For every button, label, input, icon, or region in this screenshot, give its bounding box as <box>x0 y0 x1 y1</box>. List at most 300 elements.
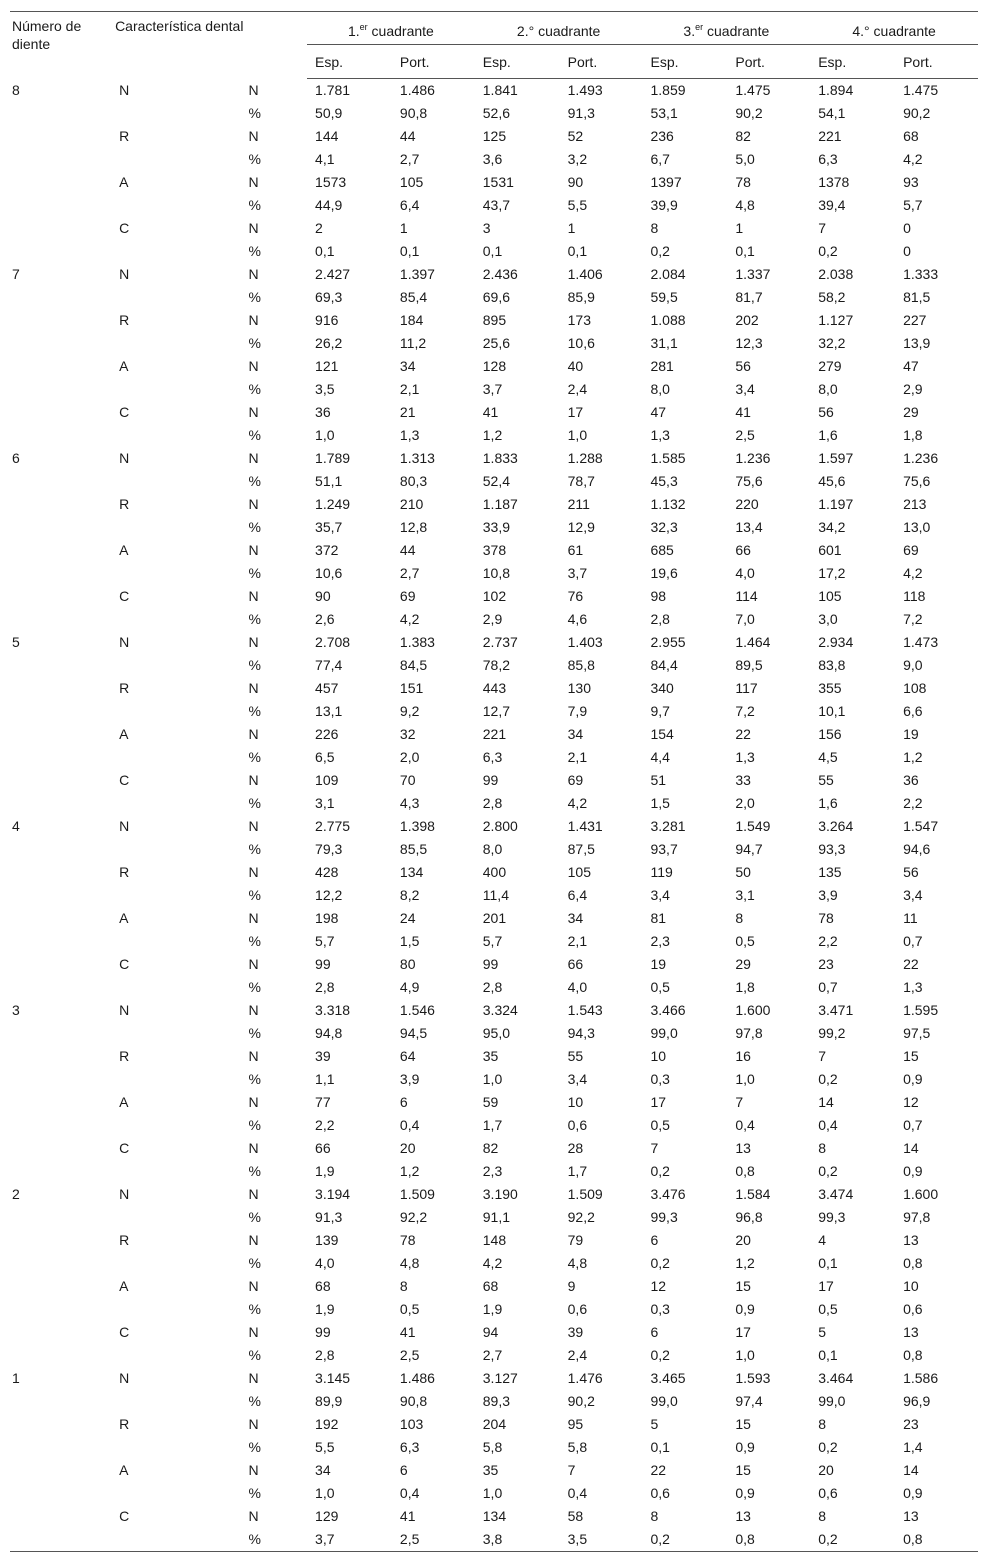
tooth-number-cell <box>10 976 113 999</box>
table-row <box>10 171 978 194</box>
value-cell: 29 <box>903 404 919 420</box>
value-cell: 1.833 <box>482 450 518 466</box>
statistic-type-cell: N <box>248 128 259 144</box>
table-row <box>10 378 978 401</box>
table-row <box>10 953 978 976</box>
value-cell: 2,8 <box>650 611 670 627</box>
value-cell: 0,1 <box>650 1439 670 1455</box>
statistic-type-cell: % <box>248 151 261 167</box>
value-cell: 154 <box>650 726 674 742</box>
value-cell: 58,2 <box>818 289 846 305</box>
value-cell: 92,2 <box>399 1209 428 1225</box>
value-cell: 5,8 <box>482 1439 503 1455</box>
dental-characteristic-cell <box>113 930 248 953</box>
value-cell: 1 <box>399 220 408 236</box>
table-row <box>10 1114 978 1137</box>
table-row <box>10 815 978 838</box>
value-cell: 134 <box>482 1508 507 1524</box>
value-cell: 1.543 <box>567 1002 603 1018</box>
value-cell: 1.337 <box>735 266 771 282</box>
value-cell: 2,7 <box>399 151 420 167</box>
value-cell: 0,1 <box>818 1255 838 1271</box>
value-cell: 1.486 <box>399 82 435 98</box>
value-cell: 4,9 <box>399 979 420 995</box>
value-cell: 70 <box>399 772 416 788</box>
value-cell: 35 <box>482 1048 499 1064</box>
value-cell: 0,8 <box>735 1163 755 1179</box>
table-row <box>10 562 978 585</box>
value-cell: 1.333 <box>903 266 939 282</box>
value-cell: 82 <box>482 1140 499 1156</box>
value-cell: 90,2 <box>567 1393 595 1409</box>
value-cell: 2,3 <box>482 1163 503 1179</box>
value-cell: 34 <box>399 358 416 374</box>
value-cell: 20 <box>399 1140 416 1156</box>
value-cell: 117 <box>735 680 758 696</box>
value-cell: 1,1 <box>315 1071 335 1087</box>
value-cell: 12,9 <box>567 519 595 535</box>
value-cell: 4,3 <box>399 795 420 811</box>
value-cell: 13,0 <box>903 519 931 535</box>
dental-characteristic-cell: N <box>119 1370 130 1386</box>
value-cell: 457 <box>315 680 339 696</box>
value-cell: 91,3 <box>567 105 595 121</box>
table-row <box>10 1528 978 1552</box>
value-cell: 85,8 <box>567 657 595 673</box>
value-cell: 6 <box>399 1094 408 1110</box>
tooth-number-cell <box>10 930 113 953</box>
value-cell: 220 <box>735 496 759 512</box>
tooth-number-cell <box>10 861 113 884</box>
value-cell: 0 <box>903 220 911 236</box>
statistic-type-cell: % <box>248 1393 261 1409</box>
value-cell: 3,0 <box>818 611 838 627</box>
table-row <box>10 1505 978 1528</box>
dental-characteristic-cell <box>113 654 248 677</box>
value-cell: 0,4 <box>735 1117 755 1133</box>
tooth-number-cell <box>10 700 113 723</box>
value-cell: 1,0 <box>482 1485 503 1501</box>
value-cell: 11,4 <box>482 887 509 903</box>
tooth-number-cell <box>10 355 113 378</box>
statistic-type-cell: N <box>248 1094 259 1110</box>
tooth-number-cell <box>10 125 113 148</box>
value-cell: 8 <box>818 1508 826 1524</box>
tooth-number-cell <box>10 1022 113 1045</box>
tooth-number-cell <box>10 1206 113 1229</box>
dental-characteristic-cell <box>113 332 248 355</box>
header-quadrant-4: 4.° cuadrante <box>810 12 978 45</box>
value-cell: 32,2 <box>818 335 846 351</box>
value-cell: 1.781 <box>315 82 351 98</box>
value-cell: 0,9 <box>735 1485 755 1501</box>
value-cell: 99,0 <box>650 1025 678 1041</box>
value-cell: 3.281 <box>650 818 686 834</box>
value-cell: 80 <box>399 956 416 972</box>
statistic-type-cell: % <box>248 381 261 397</box>
value-cell: 10 <box>650 1048 667 1064</box>
value-cell: 90,8 <box>399 105 428 121</box>
value-cell: 99,2 <box>818 1025 846 1041</box>
value-cell: 1,8 <box>903 427 923 443</box>
dental-characteristic-cell: A <box>119 910 129 926</box>
value-cell: 20 <box>735 1232 751 1248</box>
value-cell: 12 <box>650 1278 667 1294</box>
value-cell: 33,9 <box>482 519 511 535</box>
value-cell: 7 <box>818 220 826 236</box>
statistic-type-cell: % <box>248 1025 261 1041</box>
tooth-number-cell <box>10 539 113 562</box>
tooth-number-cell: 1 <box>12 1370 20 1386</box>
value-cell: 3.264 <box>818 818 854 834</box>
statistic-type-cell: N <box>248 772 259 788</box>
table-row <box>10 585 978 608</box>
value-cell: 1.475 <box>903 82 939 98</box>
header-q3-port: Port. <box>727 45 810 79</box>
value-cell: 2,1 <box>399 381 420 397</box>
table-row <box>10 1229 978 1252</box>
tooth-number-cell <box>10 1252 113 1275</box>
tooth-number-cell <box>10 1275 113 1298</box>
statistic-type-cell: N <box>248 358 259 374</box>
value-cell: 1,0 <box>482 1071 503 1087</box>
table-row <box>10 838 978 861</box>
table-row <box>10 217 978 240</box>
dental-characteristic-cell: C <box>119 404 130 420</box>
value-cell: 5,7 <box>315 933 335 949</box>
value-cell: 19 <box>903 726 919 742</box>
value-cell: 3,6 <box>482 151 503 167</box>
dental-characteristic-cell <box>113 792 248 815</box>
tooth-number-cell <box>10 1436 113 1459</box>
value-cell: 22 <box>650 1462 667 1478</box>
value-cell: 1.127 <box>818 312 854 328</box>
dental-characteristic-cell <box>113 608 248 631</box>
value-cell: 1,8 <box>735 979 755 995</box>
value-cell: 1.397 <box>399 266 435 282</box>
value-cell: 0,4 <box>567 1485 588 1501</box>
value-cell: 211 <box>567 496 590 512</box>
value-cell: 3,1 <box>735 887 755 903</box>
value-cell: 85,4 <box>399 289 428 305</box>
value-cell: 1.597 <box>818 450 854 466</box>
value-cell: 11 <box>903 910 918 926</box>
value-cell: 0,8 <box>903 1347 923 1363</box>
value-cell: 3,1 <box>315 795 335 811</box>
value-cell: 9 <box>567 1278 576 1294</box>
value-cell: 1378 <box>818 174 850 190</box>
value-cell: 0,4 <box>399 1117 420 1133</box>
dental-characteristic-cell <box>113 1206 248 1229</box>
statistic-type-cell: N <box>248 818 259 834</box>
value-cell: 35 <box>482 1462 499 1478</box>
statistic-type-cell: N <box>248 1048 259 1064</box>
value-cell: 221 <box>482 726 507 742</box>
table-row <box>10 654 978 677</box>
value-cell: 51 <box>650 772 667 788</box>
dental-characteristic-cell <box>113 1528 248 1552</box>
value-cell: 0,6 <box>818 1485 838 1501</box>
value-cell: 44,9 <box>315 197 343 213</box>
tooth-number-cell: 4 <box>12 818 20 834</box>
table-row <box>10 493 978 516</box>
value-cell: 31,1 <box>650 335 678 351</box>
value-cell: 81,7 <box>735 289 763 305</box>
value-cell: 47 <box>903 358 919 374</box>
value-cell: 53,1 <box>650 105 678 121</box>
value-cell: 2.775 <box>315 818 351 834</box>
statistic-type-cell: % <box>248 933 261 949</box>
value-cell: 36 <box>315 404 331 420</box>
value-cell: 1,6 <box>818 427 838 443</box>
header-quadrant-2: 2.° cuadrante <box>475 12 643 45</box>
value-cell: 1.584 <box>735 1186 771 1202</box>
tooth-number-cell <box>10 1298 113 1321</box>
dental-characteristic-cell <box>113 194 248 217</box>
statistic-type-cell: N <box>248 404 259 420</box>
value-cell: 2,0 <box>735 795 755 811</box>
dental-characteristic-cell: R <box>119 128 130 144</box>
value-cell: 5,5 <box>567 197 588 213</box>
value-cell: 2.084 <box>650 266 686 282</box>
dental-characteristic-cell: C <box>119 588 130 604</box>
value-cell: 41 <box>735 404 751 420</box>
value-cell: 1.187 <box>482 496 518 512</box>
value-cell: 78 <box>399 1232 416 1248</box>
value-cell: 14 <box>818 1094 834 1110</box>
value-cell: 4,2 <box>903 151 923 167</box>
value-cell: 76 <box>567 588 584 604</box>
value-cell: 2,4 <box>567 1347 588 1363</box>
value-cell: 25,6 <box>482 335 511 351</box>
value-cell: 1.288 <box>567 450 603 466</box>
value-cell: 3.145 <box>315 1370 351 1386</box>
value-cell: 1.132 <box>650 496 686 512</box>
value-cell: 400 <box>482 864 507 880</box>
value-cell: 4,6 <box>567 611 588 627</box>
value-cell: 129 <box>315 1508 339 1524</box>
value-cell: 0,6 <box>903 1301 923 1317</box>
table-body <box>10 79 978 1552</box>
tooth-number-cell <box>10 194 113 217</box>
value-cell: 64 <box>399 1048 416 1064</box>
value-cell: 3,9 <box>818 887 838 903</box>
value-cell: 1,9 <box>482 1301 503 1317</box>
value-cell: 0,5 <box>818 1301 838 1317</box>
value-cell: 6,4 <box>399 197 420 213</box>
value-cell: 9,7 <box>650 703 670 719</box>
value-cell: 916 <box>315 312 339 328</box>
value-cell: 0,7 <box>903 933 923 949</box>
header-q2-port: Port. <box>560 45 643 79</box>
value-cell: 9,2 <box>399 703 420 719</box>
statistic-type-cell: % <box>248 1485 261 1501</box>
value-cell: 1,3 <box>735 749 755 765</box>
value-cell: 1.509 <box>399 1186 435 1202</box>
value-cell: 204 <box>482 1416 507 1432</box>
value-cell: 1.595 <box>903 1002 939 1018</box>
table-row <box>10 424 978 447</box>
value-cell: 1.486 <box>399 1370 435 1386</box>
dental-characteristic-cell: R <box>119 496 130 512</box>
value-cell: 21 <box>399 404 416 420</box>
value-cell: 281 <box>650 358 674 374</box>
table-row <box>10 102 978 125</box>
value-cell: 2.934 <box>818 634 854 650</box>
value-cell: 51,1 <box>315 473 343 489</box>
table-row <box>10 769 978 792</box>
value-cell: 41 <box>482 404 499 420</box>
value-cell: 19 <box>650 956 667 972</box>
statistic-type-cell: % <box>248 1301 261 1317</box>
value-cell: 3.318 <box>315 1002 351 1018</box>
table-row <box>10 79 978 103</box>
value-cell: 81 <box>650 910 667 926</box>
value-cell: 85,5 <box>399 841 428 857</box>
value-cell: 93,3 <box>818 841 846 857</box>
table-row <box>10 746 978 769</box>
value-cell: 0,9 <box>903 1163 923 1179</box>
value-cell: 3 <box>482 220 491 236</box>
value-cell: 236 <box>650 128 674 144</box>
statistic-type-cell: % <box>248 335 261 351</box>
value-cell: 1,2 <box>482 427 503 443</box>
table-row <box>10 907 978 930</box>
dental-characteristic-cell <box>113 1298 248 1321</box>
value-cell: 1,0 <box>315 1485 335 1501</box>
header-q4-port: Port. <box>895 45 978 79</box>
value-cell: 0,2 <box>818 1439 838 1455</box>
value-cell: 39 <box>315 1048 331 1064</box>
value-cell: 6,7 <box>650 151 670 167</box>
value-cell: 69,3 <box>315 289 343 305</box>
tooth-number-cell <box>10 746 113 769</box>
table-row <box>10 1068 978 1091</box>
dental-characteristic-cell: R <box>119 680 130 696</box>
value-cell: 4,8 <box>735 197 755 213</box>
value-cell: 22 <box>735 726 751 742</box>
value-cell: 0,5 <box>399 1301 420 1317</box>
value-cell: 69 <box>903 542 919 558</box>
value-cell: 84,4 <box>650 657 678 673</box>
value-cell: 68 <box>903 128 919 144</box>
value-cell: 3.476 <box>650 1186 686 1202</box>
value-cell: 0,1 <box>482 243 503 259</box>
tooth-number-cell <box>10 240 113 263</box>
statistic-type-cell: N <box>248 1324 259 1340</box>
value-cell: 1.509 <box>567 1186 603 1202</box>
value-cell: 84,5 <box>399 657 428 673</box>
dental-characteristic-cell: N <box>119 1002 130 1018</box>
value-cell: 1 <box>735 220 744 236</box>
dental-characteristic-cell <box>113 1068 248 1091</box>
table-row <box>10 999 978 1022</box>
value-cell: 2,9 <box>903 381 923 397</box>
value-cell: 92,2 <box>567 1209 595 1225</box>
dental-characteristic-cell <box>113 470 248 493</box>
value-cell: 6,5 <box>315 749 335 765</box>
tooth-number-cell <box>10 723 113 746</box>
value-cell: 1.464 <box>735 634 771 650</box>
tooth-number-cell <box>10 1160 113 1183</box>
value-cell: 82 <box>735 128 751 144</box>
table-row <box>10 1482 978 1505</box>
statistic-type-cell: % <box>248 1117 261 1133</box>
value-cell: 9,0 <box>903 657 923 673</box>
value-cell: 17 <box>735 1324 751 1340</box>
value-cell: 114 <box>735 588 758 604</box>
value-cell: 3.471 <box>818 1002 854 1018</box>
value-cell: 10,1 <box>818 703 846 719</box>
value-cell: 1.585 <box>650 450 686 466</box>
value-cell: 0,1 <box>315 243 335 259</box>
table-row <box>10 1137 978 1160</box>
value-cell: 79 <box>567 1232 584 1248</box>
tooth-number-cell <box>10 585 113 608</box>
value-cell: 2.436 <box>482 266 518 282</box>
table-row <box>10 332 978 355</box>
tooth-number-cell <box>10 1390 113 1413</box>
value-cell: 69 <box>567 772 584 788</box>
value-cell: 4,1 <box>315 151 335 167</box>
value-cell: 6 <box>399 1462 408 1478</box>
dental-characteristic-cell: R <box>119 864 130 880</box>
table-row <box>10 401 978 424</box>
value-cell: 3,4 <box>567 1071 588 1087</box>
value-cell: 99 <box>482 772 499 788</box>
value-cell: 2,8 <box>482 979 503 995</box>
value-cell: 1.593 <box>735 1370 771 1386</box>
value-cell: 99,3 <box>818 1209 846 1225</box>
value-cell: 34 <box>567 726 584 742</box>
value-cell: 3.190 <box>482 1186 518 1202</box>
value-cell: 2,4 <box>567 381 588 397</box>
statistic-type-cell: % <box>248 703 261 719</box>
value-cell: 3.465 <box>650 1370 686 1386</box>
dental-characteristic-cell <box>113 1114 248 1137</box>
header-q4-esp: Esp. <box>810 45 895 79</box>
tooth-number-cell <box>10 217 113 240</box>
table-row <box>10 976 978 999</box>
value-cell: 0,8 <box>727 1528 810 1552</box>
statistic-type-cell: N <box>248 1002 259 1018</box>
value-cell: 22 <box>903 956 919 972</box>
value-cell: 192 <box>315 1416 339 1432</box>
value-cell: 15 <box>903 1048 919 1064</box>
value-cell: 1.398 <box>399 818 435 834</box>
value-cell: 0,1 <box>818 1347 838 1363</box>
value-cell: 24 <box>399 910 416 926</box>
table-row <box>10 516 978 539</box>
value-cell: 96,8 <box>735 1209 763 1225</box>
table-row <box>10 148 978 171</box>
tooth-number-cell <box>10 953 113 976</box>
value-cell: 34 <box>315 1462 331 1478</box>
value-cell: 10,8 <box>482 565 511 581</box>
value-cell: 221 <box>818 128 842 144</box>
value-cell: 0,2 <box>818 1071 838 1087</box>
tooth-number-cell <box>10 1482 113 1505</box>
value-cell: 99,0 <box>650 1393 678 1409</box>
value-cell: 1.476 <box>567 1370 603 1386</box>
value-cell: 4,0 <box>735 565 755 581</box>
value-cell: 3,7 <box>567 565 588 581</box>
table-row <box>10 309 978 332</box>
value-cell: 0,1 <box>567 243 588 259</box>
value-cell: 105 <box>818 588 842 604</box>
value-cell: 1,7 <box>567 1163 588 1179</box>
value-cell: 99 <box>482 956 499 972</box>
